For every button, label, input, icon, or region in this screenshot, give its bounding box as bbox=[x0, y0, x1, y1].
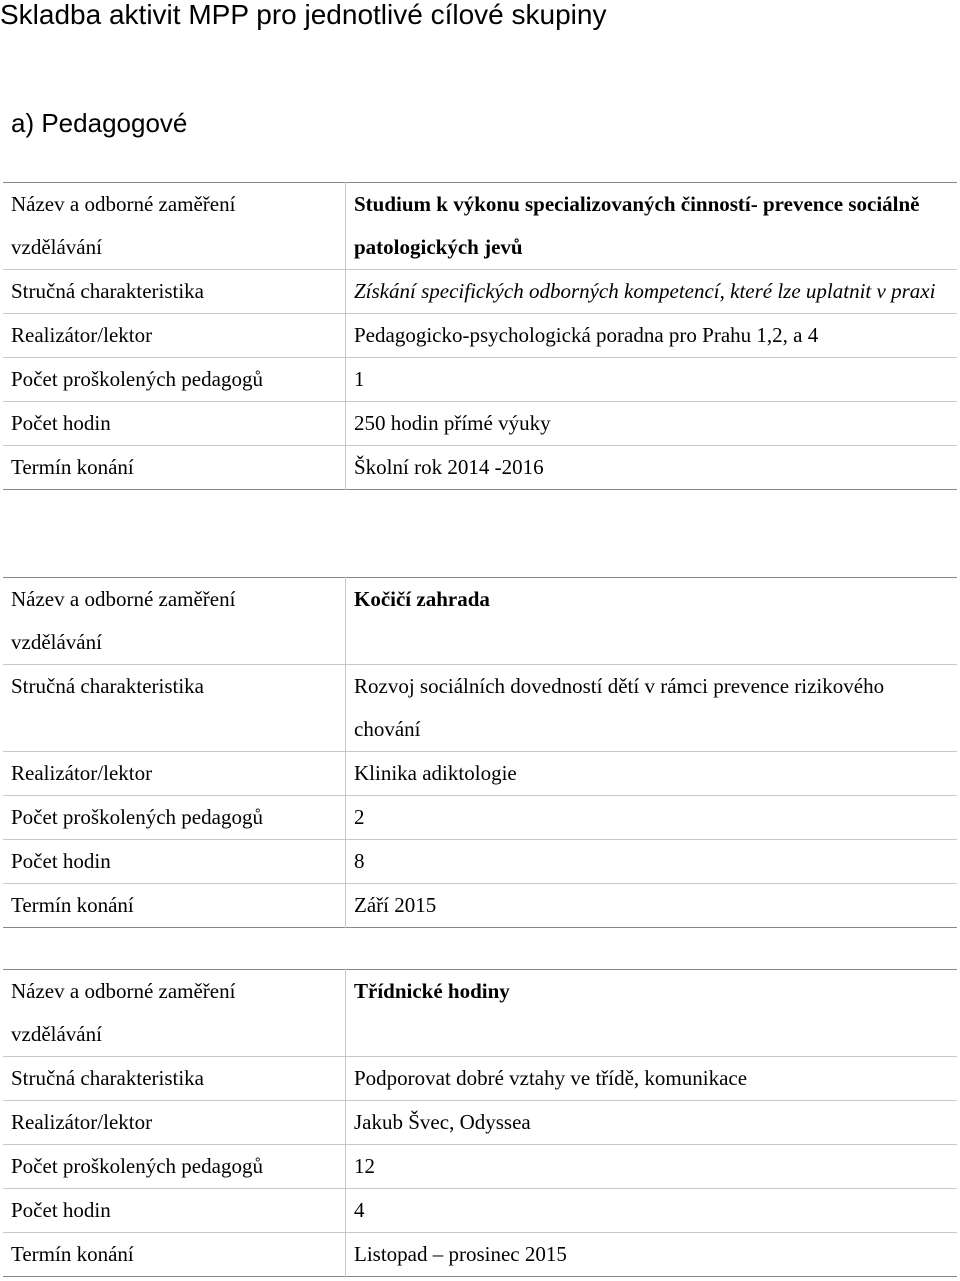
value-trained-count: 1 bbox=[346, 358, 958, 402]
row-characteristic bbox=[3, 665, 957, 752]
value-date: Září 2015 bbox=[346, 884, 958, 928]
value-characteristic: Získání specifických odborných kompetencí, které lze uplatnit v praxi bbox=[346, 270, 958, 314]
row-name bbox=[3, 578, 957, 665]
label-name: Název a odborné zaměření vzdělávání bbox=[11, 192, 236, 259]
row-hours bbox=[3, 402, 957, 446]
value-provider: Pedagogicko-psychologická poradna pro Prahu 1,2, a 4 bbox=[346, 314, 958, 358]
value-hours: 4 bbox=[346, 1189, 958, 1233]
row-trained-count bbox=[3, 358, 957, 402]
row-hours bbox=[3, 1189, 957, 1233]
value-name: Kočičí zahrada bbox=[346, 578, 958, 665]
row-provider bbox=[3, 314, 957, 358]
label-trained-count: Počet proškolených pedagogů bbox=[3, 358, 346, 402]
value-hours: 250 hodin přímé výuky bbox=[346, 402, 958, 446]
value-date: Listopad – prosinec 2015 bbox=[346, 1233, 958, 1277]
row-characteristic bbox=[3, 270, 957, 314]
value-date: Školní rok 2014 -2016 bbox=[346, 446, 958, 490]
row-name bbox=[3, 183, 957, 270]
label-date: Termín konání bbox=[3, 1233, 346, 1277]
value-trained-count: 2 bbox=[346, 796, 958, 840]
label-trained-count: Počet proškolených pedagogů bbox=[3, 796, 346, 840]
label-hours: Počet hodin bbox=[3, 840, 346, 884]
activity-table-1 bbox=[3, 182, 957, 490]
row-name bbox=[3, 970, 957, 1057]
row-provider bbox=[3, 1101, 957, 1145]
row-characteristic bbox=[3, 1057, 957, 1101]
value-trained-count: 12 bbox=[346, 1145, 958, 1189]
label-characteristic: Stručná charakteristika bbox=[3, 665, 346, 752]
label-provider: Realizátor/lektor bbox=[3, 752, 346, 796]
section-heading: a) Pedagogové bbox=[11, 108, 188, 138]
row-trained-count bbox=[3, 796, 957, 840]
value-characteristic: Podporovat dobré vztahy ve třídě, komunikace bbox=[346, 1057, 958, 1101]
label-hours: Počet hodin bbox=[3, 402, 346, 446]
label-date: Termín konání bbox=[3, 884, 346, 928]
label-name: Název a odborné zaměření vzdělávání bbox=[11, 587, 236, 654]
activity-table-3 bbox=[3, 969, 957, 1277]
value-hours: 8 bbox=[346, 840, 958, 884]
document-title: Skladba aktivit MPP pro jednotlivé cílové skupiny bbox=[0, 0, 607, 30]
row-date bbox=[3, 446, 957, 490]
activity-table-2 bbox=[3, 577, 957, 928]
value-name: Třídnické hodiny bbox=[346, 970, 958, 1057]
row-date bbox=[3, 884, 957, 928]
label-trained-count: Počet proškolených pedagogů bbox=[3, 1145, 346, 1189]
value-provider: Jakub Švec, Odyssea bbox=[346, 1101, 958, 1145]
row-provider bbox=[3, 752, 957, 796]
label-provider: Realizátor/lektor bbox=[3, 1101, 346, 1145]
row-trained-count bbox=[3, 1145, 957, 1189]
label-hours: Počet hodin bbox=[3, 1189, 346, 1233]
label-characteristic: Stručná charakteristika bbox=[3, 270, 346, 314]
value-provider: Klinika adiktologie bbox=[346, 752, 958, 796]
row-hours bbox=[3, 840, 957, 884]
row-date bbox=[3, 1233, 957, 1277]
label-date: Termín konání bbox=[3, 446, 346, 490]
label-characteristic: Stručná charakteristika bbox=[3, 1057, 346, 1101]
label-provider: Realizátor/lektor bbox=[3, 314, 346, 358]
value-characteristic: Rozvoj sociálních dovedností dětí v rámci prevence rizikového chování bbox=[346, 665, 958, 752]
value-name: Studium k výkonu specializovaných činností- prevence sociálně patologických jevů bbox=[346, 183, 958, 270]
label-name: Název a odborné zaměření vzdělávání bbox=[11, 979, 236, 1046]
